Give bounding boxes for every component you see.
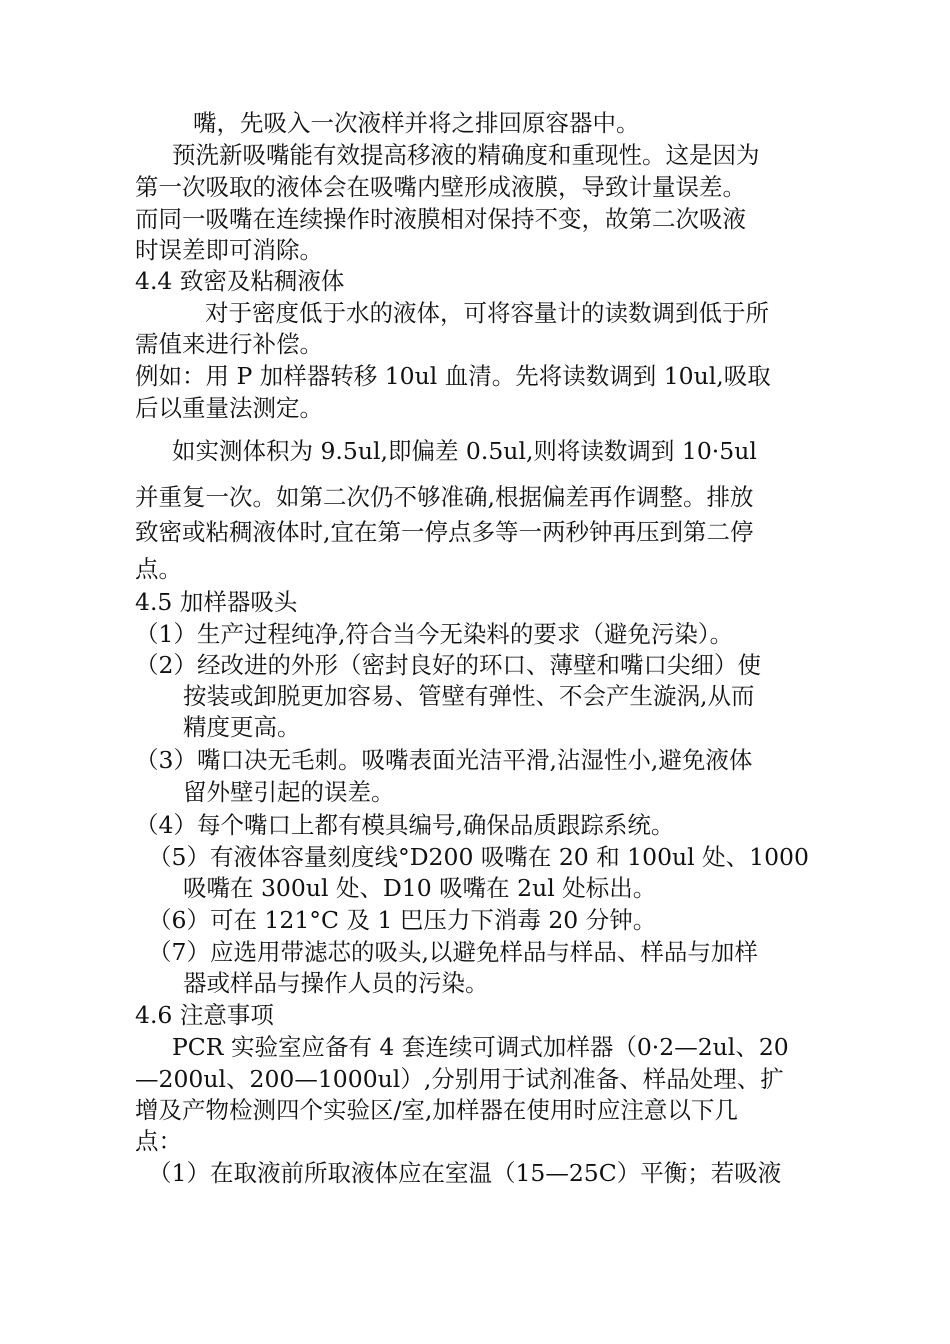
text-line-9: 例如：用 P 加样器转移 10ul 血清。先将读数调到 10ul,吸取 — [135, 362, 771, 390]
text-line-10: 后以重量法测定。 — [135, 394, 323, 422]
list-item-6: （6）可在 121°C 及 1 巴压力下消毒 20 分钟。 — [148, 906, 657, 934]
list-item-2-cont-2: 精度更高。 — [183, 713, 301, 741]
text-line-29: PCR 实验室应备有 4 套连续可调式加样器（0·2—2ul、20 — [172, 1033, 789, 1061]
text-line-5: 时误差即可消除。 — [135, 236, 323, 264]
text-line-2: 预洗新吸嘴能有效提高移液的精确度和重现性。这是因为 — [172, 141, 760, 169]
section-heading-4-5: 4.5 加样器吸头 — [135, 588, 298, 616]
list-item-5-cont: 吸嘴在 300ul 处、D10 吸嘴在 2ul 处标出。 — [183, 874, 657, 902]
list-item-1: （1）生产过程纯净,符合当今无染料的要求（避免污染）。 — [135, 620, 734, 648]
list-item-7-cont: 器或样品与操作人员的污染。 — [183, 969, 489, 997]
text-line-4: 而同一吸嘴在连续操作时液膜相对保持不变，故第二次吸液 — [135, 205, 746, 233]
text-line-14: 点。 — [135, 555, 182, 583]
list-item-caution-1: （1）在取液前所取液体应在室温（15—25C）平衡；若吸液 — [148, 1159, 782, 1187]
text-line-13: 致密或粘稠液体时,宜在第一停点多等一两秒钟再压到第二停 — [135, 518, 754, 546]
list-item-7: （7）应选用带滤芯的吸头,以避免样品与样品、样品与加样 — [148, 938, 758, 966]
section-heading-4-4: 4.4 致密及粘稠液体 — [135, 267, 345, 295]
text-line-3: 第一次吸取的液体会在吸嘴内壁形成液膜，导致计量误差。 — [135, 173, 746, 201]
text-line-1: 嘴，先吸入一次液样并将之排回原容器中。 — [193, 109, 640, 137]
list-item-4: （4）每个嘴口上都有模具编号,确保品质跟踪系统。 — [135, 811, 675, 839]
list-item-2: （2）经改进的外形（密封良好的环口、薄壁和嘴口尖细）使 — [135, 651, 761, 679]
section-heading-4-6: 4.6 注意事项 — [135, 1001, 274, 1029]
text-line-31: 增及产物检测四个实验区/室,加样器在使用时应注意以下几 — [135, 1096, 738, 1124]
text-line-11: 如实测体积为 9.5ul,即偏差 0.5ul,则将读数调到 10·5ul — [172, 437, 757, 465]
list-item-3-cont: 留外壁引起的误差。 — [183, 778, 395, 806]
list-item-5: （5）有液体容量刻度线°D200 吸嘴在 20 和 100ul 处、1000 — [148, 843, 809, 871]
list-item-3: （3）嘴口决无毛刺。吸嘴表面光洁平滑,沾湿性小,避免液体 — [135, 746, 753, 774]
text-line-7: 对于密度低于水的液体，可将容量计的读数调到低于所 — [205, 299, 769, 327]
text-line-30: —200ul、200—1000ul）,分别用于试剂准备、样品处理、扩 — [135, 1065, 784, 1093]
list-item-2-cont-1: 按装或卸脱更加容易、管壁有弹性、不会产生漩涡,从而 — [183, 682, 755, 710]
text-line-12: 并重复一次。如第二次仍不够准确,根据偏差再作调整。排放 — [135, 483, 754, 511]
text-line-8: 需值来进行补偿。 — [135, 330, 323, 358]
text-line-32: 点： — [135, 1127, 182, 1155]
